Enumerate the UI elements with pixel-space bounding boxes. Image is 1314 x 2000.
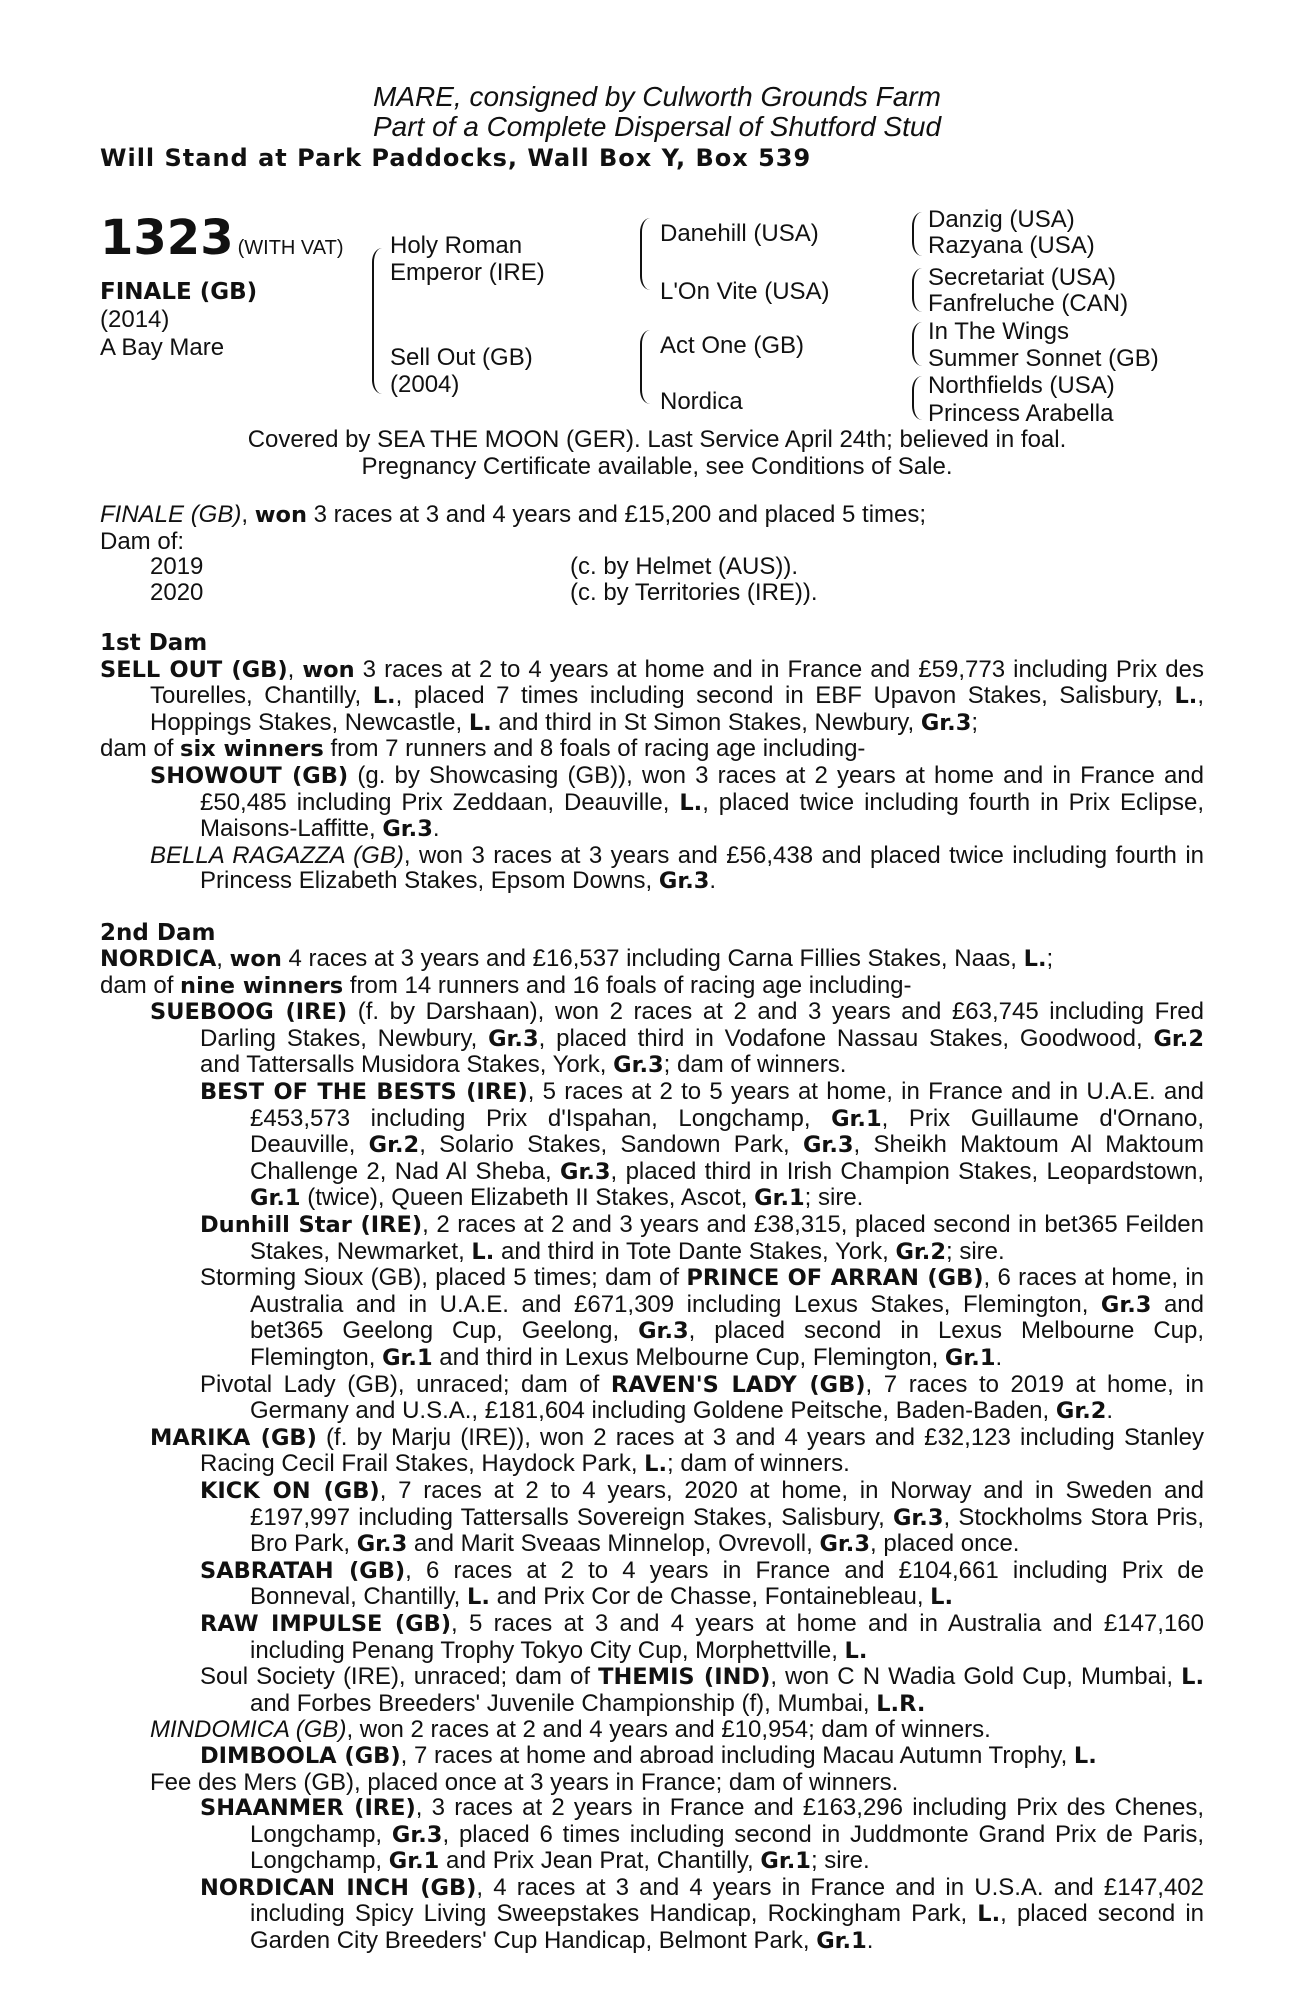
produce-bella-ragazza: BELLA RAGAZZA (GB), won 3 races at 3 years and £56,438 and placed twice including fourth in Princess Elizabeth Stakes, Epsom Downs, Gr.3. bbox=[150, 841, 1204, 895]
produce-sabratah: SABRATAH (GB), 6 races at 2 to 4 years in France and £104,661 including Prix de Bonneval, Chantilly, L. and Prix Cor de Chasse, Fontainebleau, L. bbox=[200, 1556, 1205, 1611]
second-dam-record: NORDICA, won 4 races at 3 years and £16,537 including Carna Fillies Stakes, Naas, L.; bbox=[100, 945, 1054, 973]
pedigree-gen3-4: Fanfreluche (CAN) bbox=[928, 290, 1129, 317]
pedigree-gen3-2: Razyana (USA) bbox=[928, 232, 1095, 259]
pedigree-gen3-1: Danzig (USA) bbox=[928, 206, 1075, 233]
produce-pivotal-lady: Pivotal Lady (GB), unraced; dam of RAVEN'S LADY (GB), 7 races to 2019 at home, in Germany and U.S.A., £181,604 including Goldene Peitsche, Baden-Baden, Gr.2. bbox=[200, 1370, 1205, 1425]
pedigree-brace bbox=[912, 268, 922, 312]
pedigree-gen3-6: Summer Sonnet (GB) bbox=[928, 345, 1159, 372]
pedigree-brace bbox=[640, 218, 652, 290]
lot-number-block bbox=[100, 210, 344, 266]
pedigree-dam: Sell Out (GB) (2004) bbox=[390, 344, 533, 398]
produce-nordican-inch: NORDICAN INCH (GB), 4 races at 3 and 4 years in France and in U.S.A. and £147,402 including Spicy Living Sweepstakes Handicap, Rockingham Park, L., placed second in Garden City Breeders' Cup Handicap, Belmont Park, Gr.1. bbox=[200, 1873, 1205, 1955]
produce-dunhill-star: Dunhill Star (IRE), 2 races at 2 and 3 years and £38,315, placed second in bet365 Feilden Stakes, Newmarket, L. and third in Tote Dante Stakes, York, Gr.2; sire. bbox=[200, 1211, 1204, 1265]
pedigree-gen3-5: In The Wings bbox=[928, 318, 1069, 345]
produce-soul-society: Soul Society (IRE), unraced; dam of THEMIS (IND), won C N Wadia Gold Cup, Mumbai, L. and Forbes Breeders' Juvenile Championship (f), Mumbai, L.R. bbox=[200, 1663, 1204, 1717]
second-dam-summary: dam of nine winners from 14 runners and 16 foals of racing age including- bbox=[100, 971, 912, 999]
horse-year: (2014) bbox=[100, 306, 170, 333]
pedigree-dam-sire: Act One (GB) bbox=[660, 332, 805, 359]
pedigree-brace bbox=[372, 248, 384, 394]
produce-raw-impulse: RAW IMPULSE (GB), 5 races at 3 and 4 years at home and in Australia and £147,160 including Penang Trophy Tokyo City Cup, Morphettville, L. bbox=[200, 1609, 1204, 1664]
pedigree-gen3-3: Secretariat (USA) bbox=[928, 264, 1117, 291]
first-dam-record: SELL OUT (GB), won 3 races at 2 to 4 years at home and in France and £59,773 including Prix des Tourelles, Chantilly, L., placed 7 times including second in EBF Upavon Stakes, Salisbury, L., Hoppings Stakes, Newcastle, L. and third in St Simon Stakes, Newbury, Gr.3; bbox=[100, 655, 1204, 736]
pedigree-brace bbox=[912, 376, 922, 420]
produce-sueboog: SUEBOOG (IRE) (f. by Darshaan), won 2 races at 2 and 3 years and £63,745 including Fred Darling Stakes, Newbury, Gr.3, placed third in Vodafone Nassau Stakes, Goodwood, Gr.2 and Tattersalls Musidora Stakes, York, Gr.3; dam of winners. bbox=[150, 998, 1204, 1079]
produce-fee-des-mers: Fee des Mers (GB), placed once at 3 years in France; dam of winners. bbox=[150, 1768, 899, 1796]
vat-label: (WITH VAT) bbox=[237, 237, 344, 259]
produce-showout: SHOWOUT (GB) (g. by Showcasing (GB)), won 3 races at 2 years at home and in France and £50,485 including Prix Zeddaan, Deauville, L., placed twice including fourth in Prix Eclipse, Maisons-Laffitte, Gr.3. bbox=[150, 761, 1204, 843]
covering-info bbox=[0, 426, 1314, 480]
produce-mindomica: MINDOMICA (GB), won 2 races at 2 and 4 years and £10,954; dam of winners. bbox=[150, 1716, 991, 1744]
header bbox=[0, 82, 1314, 172]
produce-dimboola: DIMBOOLA (GB), 7 races at home and abroad including Macau Autumn Trophy, L. bbox=[200, 1741, 1097, 1769]
pedigree-sire: Holy Roman Emperor (IRE) bbox=[390, 232, 545, 286]
pregnancy-line: Pregnancy Certificate available, see Conditions of Sale. bbox=[361, 453, 953, 480]
produce-marika: MARIKA (GB) (f. by Marju (IRE)), won 2 races at 3 and 4 years and £32,123 including Stanley Racing Cecil Frail Stakes, Haydock Park, L.; dam of winners. bbox=[150, 1423, 1204, 1478]
produce-row: 2019 (c. by Helmet (AUS)). bbox=[150, 553, 799, 581]
produce-intro: FINALE (GB), won 3 races at 3 and 4 years and £15,200 and placed 5 times; bbox=[100, 501, 927, 528]
produce-kick-on: KICK ON (GB), 7 races at 2 to 4 years, 2020 at home, in Norway and in Sweden and £197,997 including Tattersalls Sovereign Stakes, Salisbury, Gr.3, Stockholms Stora Pris, Bro Park, Gr.3 and Marit Sveaas Minnelop, Ovrevoll, Gr.3, placed once. bbox=[200, 1476, 1204, 1558]
horse-description: A Bay Mare bbox=[100, 334, 225, 361]
produce-storming-sioux: Storming Sioux (GB), placed 5 times; dam of PRINCE OF ARRAN (GB), 6 races at home, in Australia and in U.A.E. and £671,309 including Lexus Stakes, Flemington, Gr.3 and bet365 Geelong Cup, Geelong, Gr.3, placed second in Lexus Melbourne Cup, Flemington, Gr.1 and third in Lexus Melbourne Cup, Flemington, Gr.1. bbox=[200, 1264, 1205, 1371]
consignor-line: MARE, consigned by Culworth Grounds Farm bbox=[373, 81, 941, 112]
pedigree-brace bbox=[912, 212, 922, 256]
catalogue-text bbox=[100, 502, 1204, 1955]
horse-name: FINALE (GB) bbox=[100, 279, 258, 305]
produce-shaanmer: SHAANMER (IRE), 3 races at 2 years in France and £163,296 including Prix des Chenes, Longchamp, Gr.3, placed 6 times including second in Juddmonte Grand Prix de Paris, Longchamp, Gr.1 and Prix Jean Prat, Chantilly, Gr.1; sire. bbox=[200, 1794, 1205, 1875]
pedigree-dam-dam: Nordica bbox=[660, 388, 743, 415]
first-dam-summary: dam of six winners from 7 runners and 8 foals of racing age including- bbox=[100, 735, 866, 763]
lot-number: 1323 bbox=[100, 210, 234, 266]
pedigree-sire-sire: Danehill (USA) bbox=[660, 220, 819, 247]
pedigree-gen3-8: Princess Arabella bbox=[928, 400, 1114, 427]
produce-row: 2020 (c. by Territories (IRE)). bbox=[150, 578, 818, 606]
pedigree-brace bbox=[912, 322, 922, 366]
pedigree-brace bbox=[640, 330, 652, 404]
horse-identity bbox=[100, 278, 257, 362]
dam-of-label: Dam of: bbox=[100, 527, 185, 555]
covering-line: Covered by SEA THE MOON (GER). Last Service April 24th; believed in foal. bbox=[247, 426, 1067, 453]
pedigree-gen3-7: Northfields (USA) bbox=[928, 372, 1115, 399]
second-dam-heading: 2nd Dam bbox=[100, 919, 216, 946]
stabling-line: Will Stand at Park Paddocks, Wall Box Y, Box 539 bbox=[100, 144, 812, 172]
dispersal-line: Part of a Complete Dispersal of Shutford Stud bbox=[372, 111, 942, 142]
first-dam-heading: 1st Dam bbox=[100, 629, 208, 656]
produce-best-of-the-bests: BEST OF THE BESTS (IRE), 5 races at 2 to 5 years at home, in France and in U.A.E. and £453,573 including Prix d'Ispahan, Longchamp, Gr.1, Prix Guillaume d'Ornano, Deauville, Gr.2, Solario Stakes, Sandown Park, Gr.3, Sheikh Maktoum Al Maktoum Challenge 2, Nad Al Sheba, Gr.3, placed third in Irish Champion Stakes, Leopardstown, Gr.1 (twice), Queen Elizabeth II Stakes, Ascot, Gr.1; sire. bbox=[200, 1078, 1204, 1212]
pedigree-sire-dam: L'On Vite (USA) bbox=[660, 278, 830, 305]
